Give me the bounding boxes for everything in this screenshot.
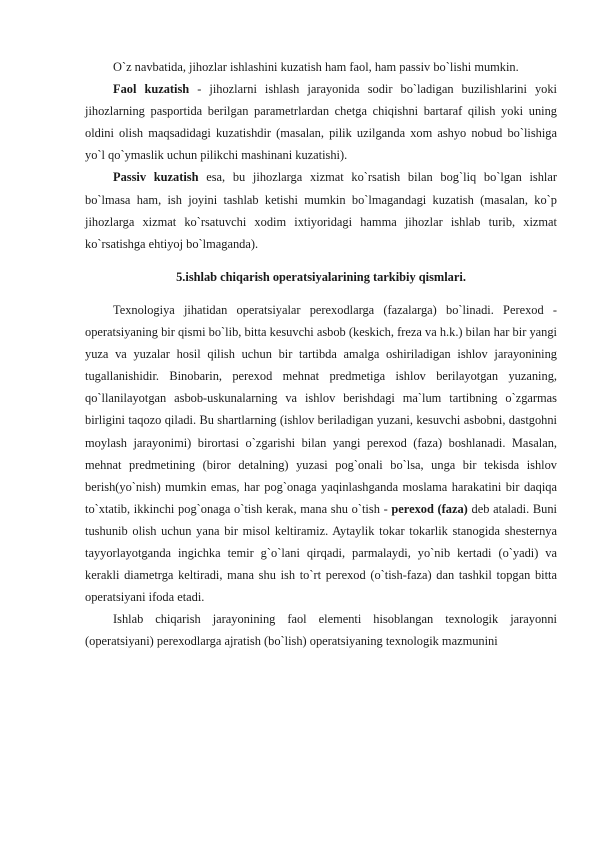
term-passive-monitoring: Passiv kuzatish	[113, 170, 199, 185]
text-passive-monitoring: esa, bu jihozlarga xizmat ko`rsatish bilan bog`liq bo`lgan ishlar bo`lmasa ham, ish joyini tashlab ketishi mumkin bo`lmagandagi kuzatish (masalan, ko`p jihozlarga xizmat ko`rsatuvchi xodim ixtiyoridagi hamma jihozlar ishlab turib, xizmat ko`rsatishga ehtiyoj bo`lmaganda).	[85, 170, 557, 251]
term-perexod-faza: perexod (faza)	[391, 501, 468, 516]
paragraph-active-monitoring	[85, 78, 557, 166]
paragraph-operations-perexod	[85, 299, 557, 608]
section-heading: 5.ishlab chiqarish operatsiyalarining tarkibiy qismlari.	[176, 269, 466, 284]
paragraph-monitoring-intro: O`z navbatida, jihozlar ishlashini kuzatish ham faol, ham passiv bo`lishi mumkin.	[113, 60, 519, 74]
text-active-monitoring: - jihozlarni ishlash jarayonida sodir bo`ladigan buzilishlarini yoki jihozlarning pasportida berilgan parametrlardan chetga chiqishni bartaraf qilish yoki uning oldini olish maqsadidagi kuzatishdir (masalan, pilik uzilganda xom ashyo nobud bo`lishiga yo`l qo`ymaslik uchun pilikchi mashinani kuzatishi).	[85, 82, 557, 163]
paragraph-passive-monitoring	[85, 166, 557, 254]
term-active-monitoring: Faol kuzatish	[113, 82, 190, 97]
text-operations-part1: Texnologiya jihatidan operatsiyalar perexodlarga (fazalarga) bo`linadi. Perexod - operatsiyaning bir qismi bo`lib, bitta kesuvchi asbob (keskich, freza va h.k.) bilan har bir yangi yuza va yuzalar hosil qilish uchun bir tartibda amalga oshiriladigan ishlov jarayonining tugallanishidir. Binobarin, perexod mehnat predmetiga ishlov berilayotgan yuzaning, qo`llanilayotgan asbob-uskunalarning va ishlov berishdagi ma`lum tartibning o`zgarmas birligini taqozo qiladi. Bu shartlarning (ishlov beriladigan yuzani, kesuvchi asbobni, dastgohni moylash jarayonimi) birortasi o`zgarishi bilan yangi perexod (faza) boshlanadi. Masalan, mehnat predmetining (biror detalning) yuzasi pog`onali bo`lsa, unga bir tekisda ishlov berish(yo`nish) mumkin emas, har pog`onaga yaqinlashganda moslama harakatini bir daqiqa to`xtatib, ikkinchi pog`onaga o`tish kerak, mana shu o`tish -	[85, 302, 557, 516]
text-operations-part2: deb ataladi. Buni tushunib olish uchun yana bir misol keltiramiz. Aytaylik tokar tokarlik stanogida shesternya tayyorlayotganda ingichka temir g`o`lani qirqadi, parmalaydi, yo`nib kertadi (o`yadi) va kerakli diametrga keltiradi, mana shu ish to`rt perexod (o`tish-faza) dan tashkil topgan bitta operatsiyani ifoda etadi.	[85, 501, 557, 605]
paragraph-technological-process: Ishlab chiqarish jarayonining faol elementi hisoblangan texnologik jarayonni (operatsiyani) perexodlarga ajratish (bo`lish) operatsiyaning texnologik mazmunini	[85, 612, 557, 649]
